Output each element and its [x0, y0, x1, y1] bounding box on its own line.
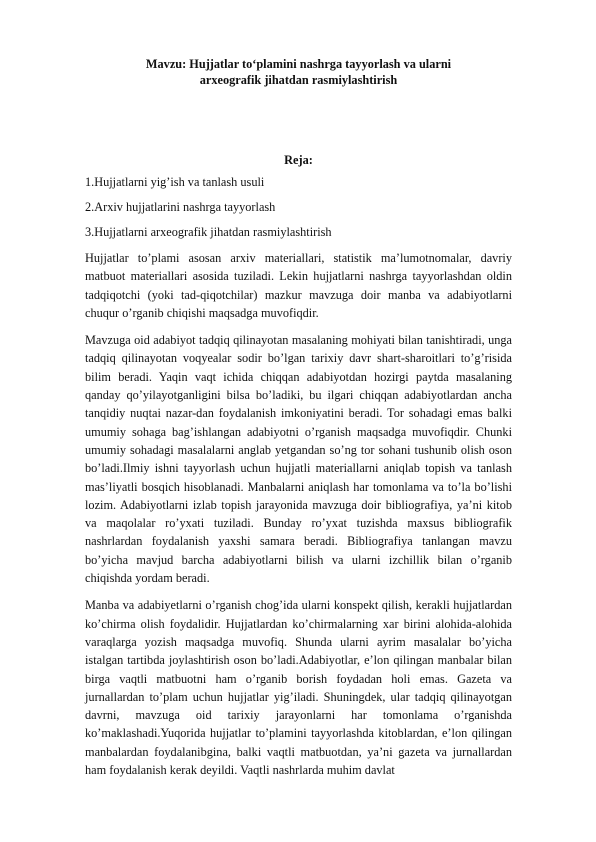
plan-item-1: 1.Hujjatlarni yig’ish va tanlash usuli [85, 175, 265, 189]
document-title [85, 56, 512, 88]
plan-heading: Reja: [284, 153, 313, 167]
title-line-2: arxeografik jihatdan rasmiylashtirish [199, 73, 398, 87]
document-body [85, 56, 512, 788]
paragraph-2: Mavzuga oid adabiyot tadqiq qilinayotan masalaning mohiyati bilan tanishtiradi, unga tadqiq qilinayotan voqyealar sodir bo’lgan tarixiy davr shart-sharoitlari to’g’risida bilim beradi. Yaqin vaqt ichida chiqqan adabiyotdan hozirgi paytda masalaning qanday qo’yilayotganligini bilsa bo’ladiki, bu ilgari chiqqan adabiyotlardan ancha tanqidiy nuqtai nazar-dan foydalanish imkoniyatini beradi. Tor sohadagi emas balki umumiy sohaga bag’ishlangan adabiyotni o’rganish maqsadga muvofiqdir. Chunki umumiy sohadagi masalalarni anglab yetgandan so’ng tor sohani tushunib olish oson bo’ladi.Ilmiy ishni tayyorlash uchun hujjatli materiallarni aniqlab topish va tanlash mas’liyatli bosqich hisoblanadi. Manbalarni aniqlash har tomonlama va to’la bo’lishi lozim. Adabiyotlarni izlab topish jarayonida mavzuga doir bibliografiya, ya’ni kitob va maqolalar ro’yxati tuziladi. Bunday ro’yxat tuzishda maxsus bibliografik nashrlardan foydalanish yaxshi samara beradi. Bibliografiya tanlangan mavzu bo’yicha mavjud barcha adabiyotlarni bilish va ularni izchillik bilan o’rganib chiqishda yordam beradi. [85, 333, 512, 586]
plan-item-2: 2.Arxiv hujjatlarini nashrga tayyorlash [85, 200, 276, 214]
title-line-1: Mavzu: Hujjatlar to‘plamini nashrga tayyorlash va ularni [145, 57, 452, 71]
paragraph-3: Manba va adabiyetlarni o’rganish chog’ida ularni konspekt qilish, kerakli hujjatlardan ko’chirma olish foydalidir. Hujjatlardan ko’chirmalarning xar birini alohida-alohida varaqlarga yozish maqsadga muvofiq. Shunda ularni ayrim masalalar bo’yicha istalgan tartibda joylashtirish oson bo’ladi.Adabiyotlar, e’lon qilingan manbalar bilan birga vaqtli matbuotni ham o’rganib borish foydadan holi emas. Gazeta va jurnallardan to’plam uchun hujjatlar yig’iladi. Shuningdek, ular tadqiq qilinayotgan davrni, mavzuga oid tarixiy jarayonlarni har tomonlama o’rganishda ko’maklashadi.Yuqorida hujjatlar to’plamini tayyorlashda kitoblardan, e’lon qilingan manbalardan foydalanibgina, balki vaqtli matbuotdan, ya’ni gazeta va jurnallardan ham foydalanish kerak deyildi. Vaqtli nashrlarda muhim davlat [85, 598, 512, 778]
paragraph-1: Hujjatlar to’plami asosan arxiv materiallari, statistik ma’lumotnomalar, davriy matbuot materiallari asosida tuziladi. Lekin hujjatlarni nashrga tayyorlashdan oldin tadqiqotchi (yoki tad-qiqotchilar) mazkur mavzuga doir manba va adabiyotlarni chuqur o’rganib chiqishi maqsadga muvofiqdir. [85, 251, 512, 320]
plan-list [85, 174, 512, 240]
plan-item-3: 3.Hujjatlarni arxeografik jihatdan rasmiylashtirish [85, 225, 332, 239]
